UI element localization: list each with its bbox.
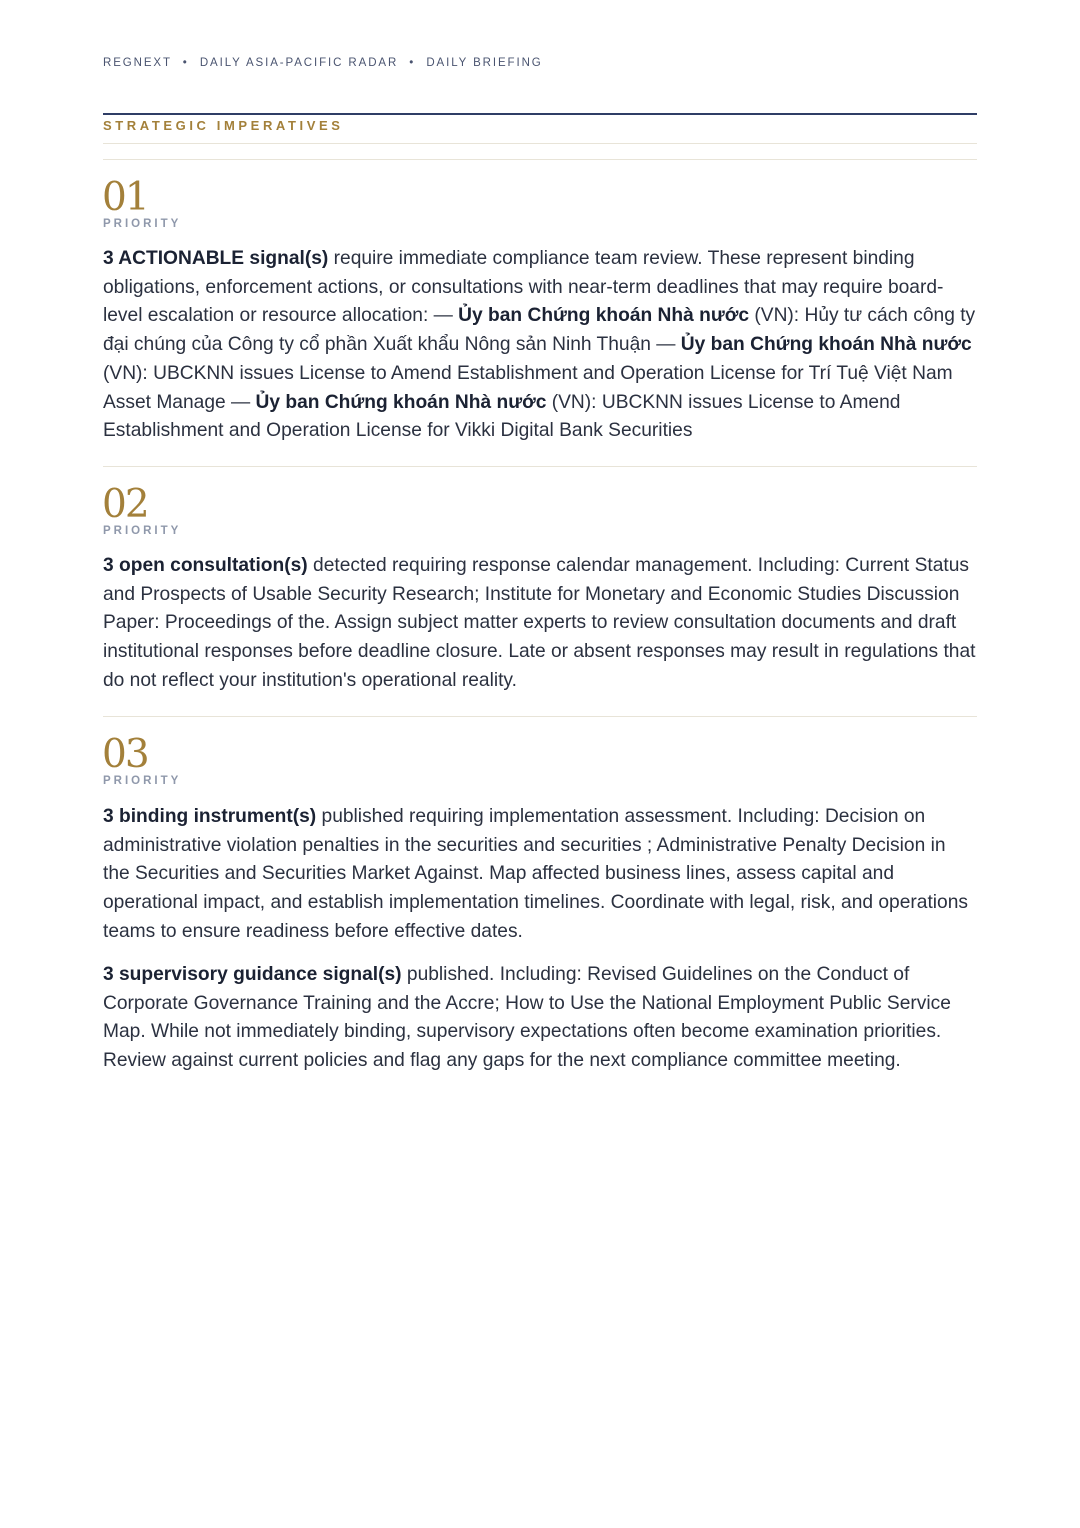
publication-name: DAILY ASIA-PACIFIC RADAR <box>199 57 399 69</box>
section-divider <box>103 159 977 160</box>
priority-number: 03 <box>102 732 148 777</box>
section-divider <box>103 143 977 144</box>
priority-divider <box>103 716 977 717</box>
priority-lead: 3 supervisory guidance signal(s) <box>103 964 402 985</box>
agency-name: Ủy ban Chứng khoán Nhà nước <box>458 305 750 327</box>
priority-body-extra <box>103 961 977 1076</box>
priority-lead: 3 binding instrument(s) <box>103 806 317 827</box>
signal-detail: (VN): Hủy tư cách công ty đại chúng của Công ty cổ phần Xuất khẩu Nông sản Ninh Thuận — <box>103 305 976 356</box>
section-title: STRATEGIC IMPERATIVES <box>103 118 344 133</box>
header-separator: • <box>409 57 416 69</box>
edition-name: DAILY BRIEFING <box>426 57 543 69</box>
priority-lead: 3 ACTIONABLE signal(s) <box>103 248 329 269</box>
priority-number: 01 <box>102 175 148 220</box>
agency-name: Ủy ban Chứng khoán Nhà nước <box>255 391 547 413</box>
agency-name: Ủy ban Chứng khoán Nhà nước <box>680 334 972 356</box>
priority-lead: 3 open consultation(s) <box>103 555 308 576</box>
signal-detail: (VN): UBCKNN issues License to Amend Establishment and Operation License for Trí Tuệ Việt Nam Asset Manage — <box>103 362 953 413</box>
priority-label: PRIORITY <box>103 775 182 787</box>
priority-body <box>103 245 977 446</box>
priority-divider <box>103 466 977 467</box>
priority-text: published. Including: Revised Guidelines on the Conduct of Corporate Governance Training and the Accre; How to Use the National Employment Public Service Map. While not immediately binding, supervisory expectations often become examination priorities. Review against current policies and flag any gaps for the next compliance committee meeting. <box>103 964 951 1072</box>
running-header <box>103 57 543 69</box>
priority-text: published requiring implementation assessment. Including: Decision on administrative violation penalties in the securities and securities ; Administrative Penalty Decision in the Securities and Securities Market Against. Map affected business lines, assess capital and operational impact, and establish implementation timelines. Coordinate with legal, risk, and operations teams to ensure readiness before effective dates. <box>103 806 968 942</box>
signal-detail: (VN): UBCKNN issues License to Amend Establishment and Operation License for Vikki Digital Bank Securities <box>103 391 901 442</box>
priority-label: PRIORITY <box>103 525 182 537</box>
header-separator: • <box>182 57 189 69</box>
priority-number: 02 <box>102 482 148 527</box>
priority-text: detected requiring response calendar management. Including: Current Status and Prospects of Usable Security Research; Institute for Monetary and Economic Studies Discussion Paper: Proceedings of the. Assign subject matter experts to review consultation documents and draft institutional responses before deadline closure. Late or absent responses may result in regulations that do not reflect your institution's operational reality. <box>103 555 976 691</box>
priority-body <box>103 803 977 947</box>
brand-name: REGNEXT <box>103 57 172 69</box>
priority-label: PRIORITY <box>103 218 182 230</box>
priority-body <box>103 552 977 696</box>
priority-intro: require immediate compliance team review. These represent binding obligations, enforcement actions, or consultations with near-term deadlines that may require board-level escalation or resource allocation: — <box>103 248 944 327</box>
section-top-rule <box>103 113 977 115</box>
